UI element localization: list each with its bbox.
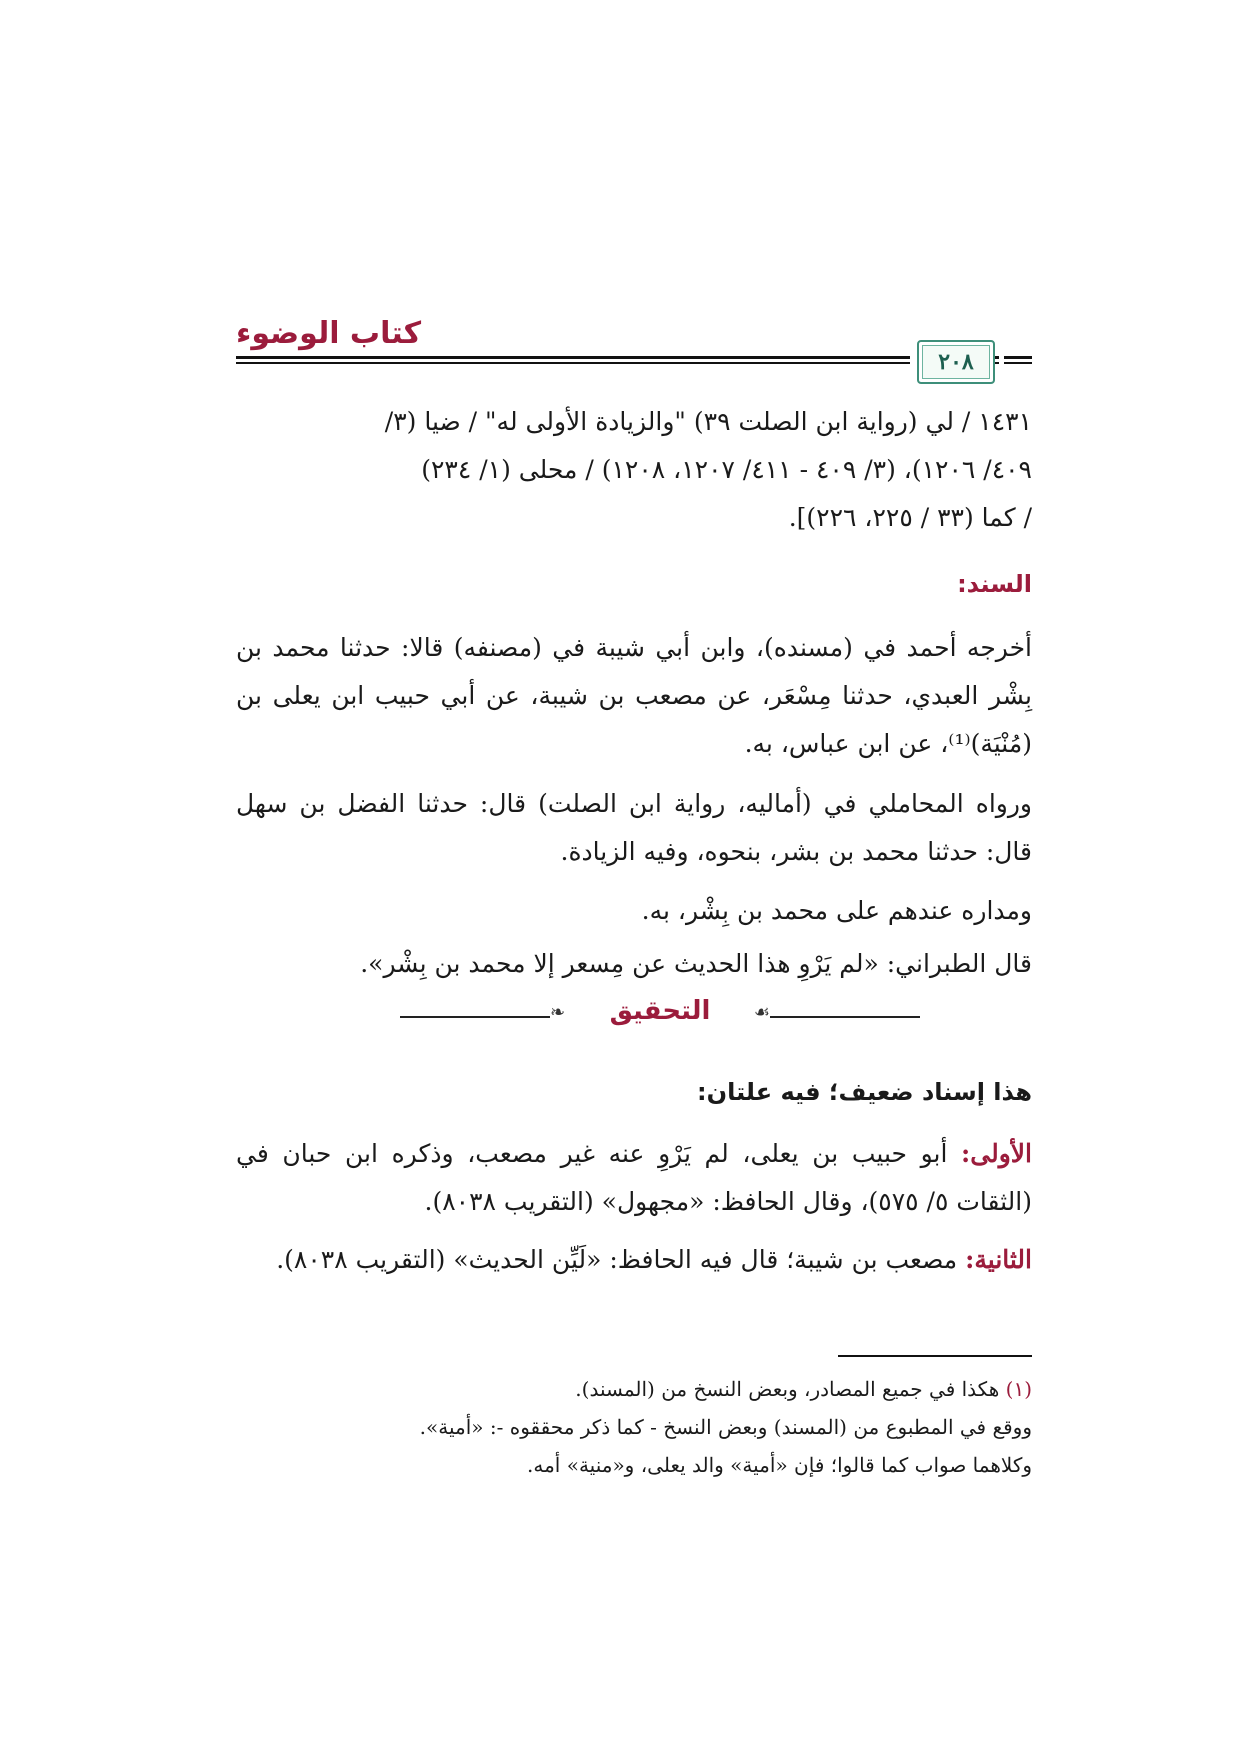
ornament-icon: ❧ — [550, 1002, 566, 1023]
book-title: كتاب الوضوء — [236, 316, 422, 351]
section-divider — [400, 992, 920, 1040]
header-rule — [236, 356, 999, 359]
paragraph-tabarani: قال الطبراني: «لم يَرْوِ هذا الحديث عن مِسعر إلا محمد بن بِشْر». — [360, 949, 1032, 978]
first-text: أبو حبيب بن يعلى، لم يَرْوِ عنه غير مصعب، وذكره ابن حبان في (الثقات ٥/ ٥٧٥)، وقال الحافظ: «مجهول» (التقريب ٨٠٣٨). — [236, 1139, 1032, 1216]
reference-block — [236, 398, 1032, 542]
weak-isnad-heading: هذا إسناد ضعيف؛ فيه علتان: — [697, 1078, 1032, 1106]
tahqiq-heading: التحقيق — [609, 996, 711, 1026]
second-text: مصعب بن شيبة؛ قال فيه الحافظ: «لَيِّن الحديث» (التقريب ٨٠٣٨). — [276, 1245, 958, 1274]
reference-line: ١٤٣١ / لي (رواية ابن الصلت ٣٩) "والزيادة الأولى له" / ضيا (٣/ — [384, 407, 1032, 436]
ornament-icon: ☙ — [753, 1002, 770, 1023]
header-rule-inner — [236, 362, 999, 364]
paragraph-mahamili: ورواه المحاملي في (أماليه، رواية ابن الصلت) قال: حدثنا الفضل بن سهل قال: حدثنا محمد بن بشر، بنحوه، وفيه الزيادة. — [236, 789, 1032, 866]
reference-line: ٤٠٩/ ١٢٠٦)، (٣/ ٤٠٩ - ٤١١/ ١٢٠٧، ١٢٠٨) / محلى (١/ ٢٣٤) — [421, 455, 1032, 484]
page-number-badge — [917, 340, 995, 384]
footnote-line: ووقع في المطبوع من (المسند) وبعض النسخ - كما ذكر محققوه -: «أمية». — [419, 1415, 1032, 1439]
header-rule-short-inner — [1004, 362, 1032, 364]
first-label: الأولى: — [961, 1139, 1032, 1168]
sanad-heading: السند: — [957, 570, 1032, 598]
paragraph-takhrij: أخرجه أحمد في (مسنده)، وابن أبي شيبة في (مصنفه) قالا: حدثنا محمد بن بِشْر العبدي، حدثنا مِسْعَر، عن مصعب بن شيبة، عن أبي حبيب ابن يعلى بن (مُنْيَة)⁽¹⁾، عن ابن عباس، به. — [236, 633, 1032, 758]
footnote-rule — [838, 1355, 1032, 1357]
header-rule-short — [1004, 356, 1032, 359]
footnote — [236, 1370, 1032, 1484]
first-defect — [236, 1130, 1032, 1226]
footnote-number: (١) — [1005, 1377, 1032, 1401]
footnote-line: وكلاهما صواب كما قالوا؛ فإن «أمية» والد يعلى، و«منية» أمه. — [527, 1453, 1032, 1477]
second-defect — [236, 1236, 1032, 1284]
footnote-text: هكذا في جميع المصادر، وبعض النسخ من (المسند). — [575, 1377, 1000, 1401]
paragraph-madar: ومداره عندهم على محمد بن بِشْر، به. — [641, 896, 1032, 925]
page-number: ٢٠٨ — [938, 349, 974, 375]
second-label: الثانية: — [965, 1245, 1032, 1274]
footnote-line — [236, 1370, 1032, 1408]
reference-line: / كما (٣٣ / ٢٢٥، ٢٢٦)]. — [788, 503, 1032, 532]
